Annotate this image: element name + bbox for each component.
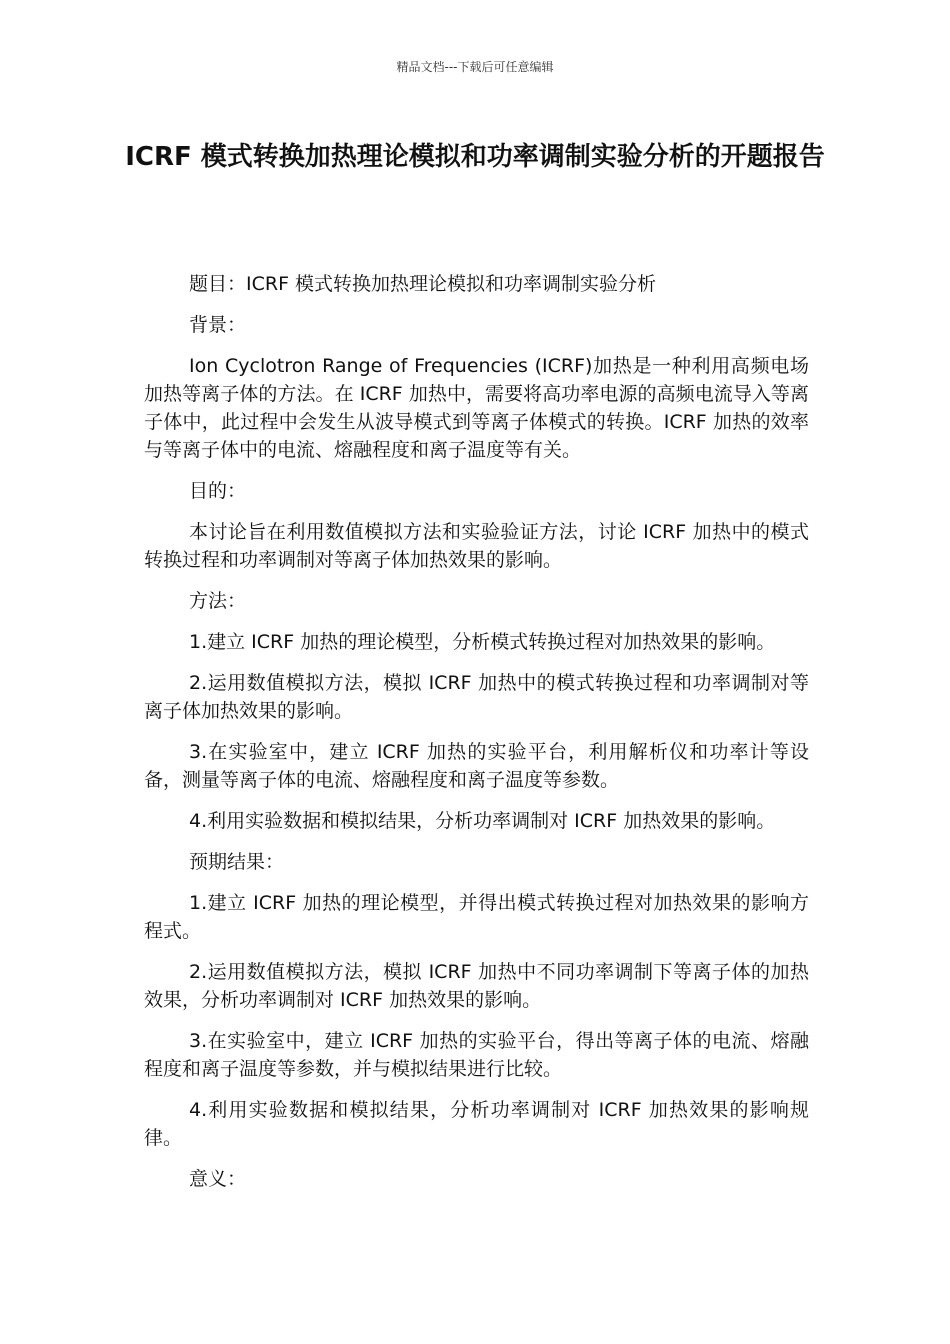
method-item-1: 1.建立 ICRF 加热的理论模型，分析模式转换过程对加热效果的影响。 bbox=[189, 631, 776, 653]
document-title: ICRF 模式转换加热理论模拟和功率调制实验分析的开题报告 bbox=[125, 142, 825, 172]
result-item-2: 2.运用数值模拟方法，模拟 ICRF 加热中不同功率调制下等离子体的加热效果，分析功率调制对 ICRF 加热效果的影响。 bbox=[144, 961, 809, 1011]
heading-background: 背景： bbox=[189, 314, 247, 336]
paragraph-purpose: 本讨论旨在利用数值模拟方法和实验验证方法，讨论 ICRF 加热中的模式转换过程和功率调制对等离子体加热效果的影响。 bbox=[144, 521, 809, 571]
header-note: 精品文档---下载后可任意编辑 bbox=[396, 60, 554, 74]
method-item-4: 4.利用实验数据和模拟结果，分析功率调制对 ICRF 加热效果的影响。 bbox=[189, 810, 776, 832]
paragraph-topic: 题目：ICRF 模式转换加热理论模拟和功率调制实验分析 bbox=[189, 273, 657, 295]
heading-significance: 意义： bbox=[189, 1168, 247, 1190]
result-item-4: 4.利用实验数据和模拟结果，分析功率调制对 ICRF 加热效果的影响规律。 bbox=[144, 1099, 809, 1149]
document-body bbox=[144, 270, 809, 1206]
result-item-3: 3.在实验室中，建立 ICRF 加热的实验平台，得出等离子体的电流、熔融程度和离子温度等参数，并与模拟结果进行比较。 bbox=[144, 1030, 809, 1080]
result-item-1: 1.建立 ICRF 加热的理论模型，并得出模式转换过程对加热效果的影响方程式。 bbox=[144, 892, 809, 942]
heading-method: 方法： bbox=[189, 590, 247, 612]
method-item-2: 2.运用数值模拟方法，模拟 ICRF 加热中的模式转换过程和功率调制对等离子体加热效果的影响。 bbox=[144, 672, 809, 722]
paragraph-background: Ion Cyclotron Range of Frequencies (ICRF)加热是一种利用高频电场加热等离子体的方法。在 ICRF 加热中，需要将高功率电源的高频电流导入等离子体中，此过程中会发生从波导模式到等离子体模式的转换。ICRF 加热的效率与等离子体中的电流、熔融程度和离子温度等有关。 bbox=[144, 355, 809, 461]
method-item-3: 3.在实验室中，建立 ICRF 加热的实验平台，利用解析仪和功率计等设备，测量等离子体的电流、熔融程度和离子温度等参数。 bbox=[144, 741, 809, 791]
heading-expected-results: 预期结果： bbox=[189, 851, 285, 873]
heading-purpose: 目的： bbox=[189, 480, 247, 502]
